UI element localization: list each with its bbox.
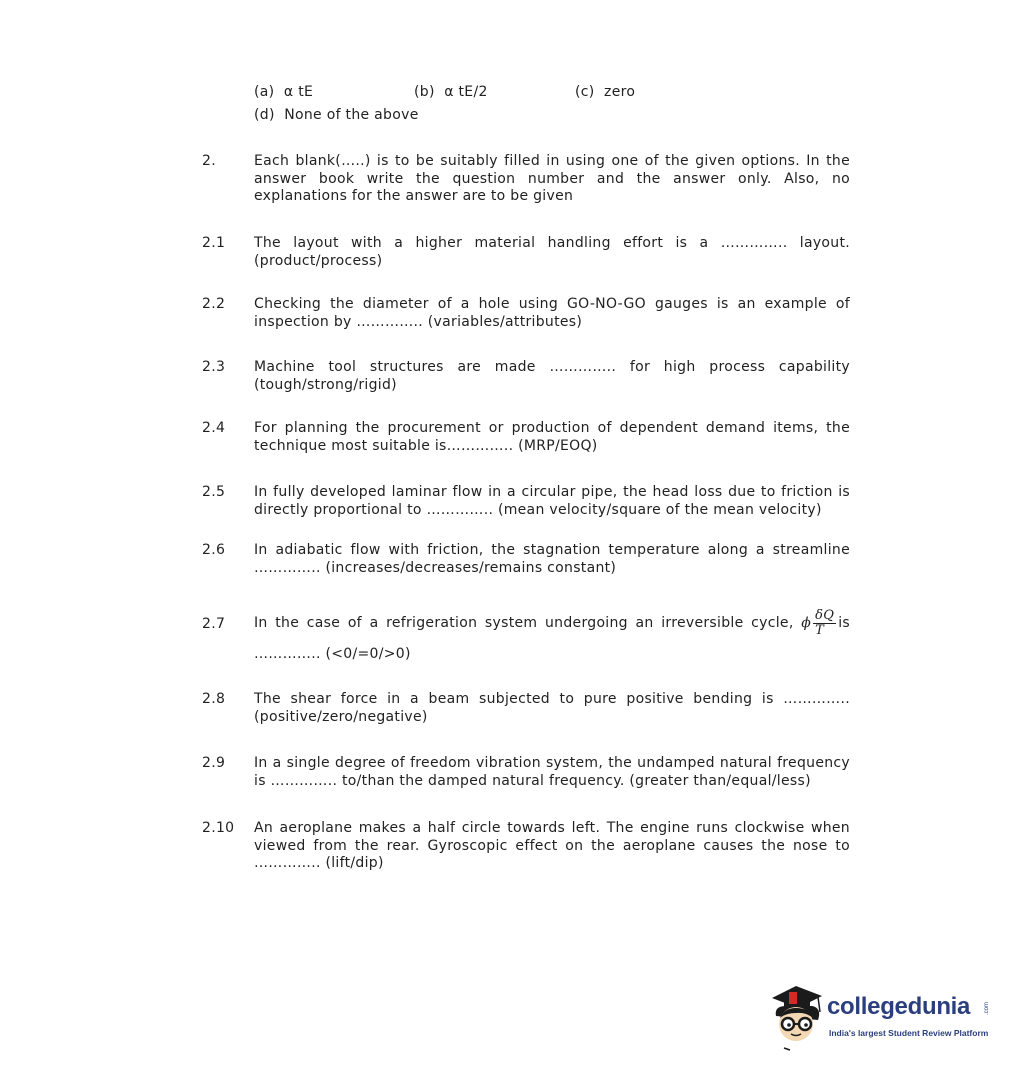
question-text: Checking the diameter of a hole using GO-NO-GO gauges is an example of inspection by ………….. (variables/attributes) [254,296,850,330]
question-text: In fully developed laminar flow in a circular pipe, the head loss due to friction is directly proportional to ………….. (mean velocity/square of the mean velocity) [254,484,850,518]
question-text: Machine tool structures are made ………….. for high process capability (tough/strong/rigid) [254,359,850,393]
question-number: 2.5 [202,484,226,500]
section-number: 2. [202,153,216,169]
question-number: 2.9 [202,755,226,771]
question-text: In the case of a refrigeration system undergoing an irreversible cycle, ϕ $\frac{\delta Q}{T}$ is [254,607,850,638]
brand-name: collegedunia [827,993,971,1020]
option-c: (c) zero [575,84,636,100]
option-b: (b) α tE/2 [414,84,488,100]
cyclic-integral-symbol: ϕ [801,615,812,631]
question-number: 2.8 [202,691,226,707]
question-number: 2.4 [202,420,226,436]
question-text: In a single degree of freedom vibration system, the undamped natural frequency is ………….. to/than the damped natural frequency. (greater than/equal/less) [254,755,850,789]
question-number: 2.2 [202,296,226,312]
question-number: 2.7 [202,616,226,632]
question-text: The shear force in a beam subjected to pure positive bending is ………….. (positive/zero/negative) [254,691,850,725]
brand-tagline: India's largest Student Review Platform [829,1028,989,1038]
mascot-logo-icon [766,980,826,1054]
question-text-line2: ………….. (<0/=0/>0) [254,646,411,662]
option-a: (a) α tE [254,84,314,100]
brand-domain: .com [984,1002,990,1016]
question-text: An aeroplane makes a half circle towards left. The engine runs clockwise when viewed from the rear. Gyroscopic effect on the aeroplane causes the nose to ………….. (lift/dip) [254,820,850,871]
question-number: 2.10 [202,820,235,836]
fraction: $\frac{\delta Q}{T}$ [815,607,835,638]
option-d: (d) None of the above [254,107,419,123]
question-text: In adiabatic flow with friction, the stagnation temperature along a streamline ………….. (increases/decreases/remains constant) [254,542,850,576]
question-text: For planning the procurement or production of dependent demand items, the technique most suitable is………….. (MRP/EOQ) [254,420,850,454]
question-number: 2.3 [202,359,226,375]
question-number: 2.1 [202,235,226,251]
section-instructions: Each blank(…..) is to be suitably filled in using one of the given options. In the answer book write the question number and the answer only. Also, no explanations for the answer are to be given [254,153,850,204]
question-number: 2.6 [202,542,226,558]
question-text: The layout with a higher material handling effort is a ………….. layout. (product/process) [254,235,850,269]
